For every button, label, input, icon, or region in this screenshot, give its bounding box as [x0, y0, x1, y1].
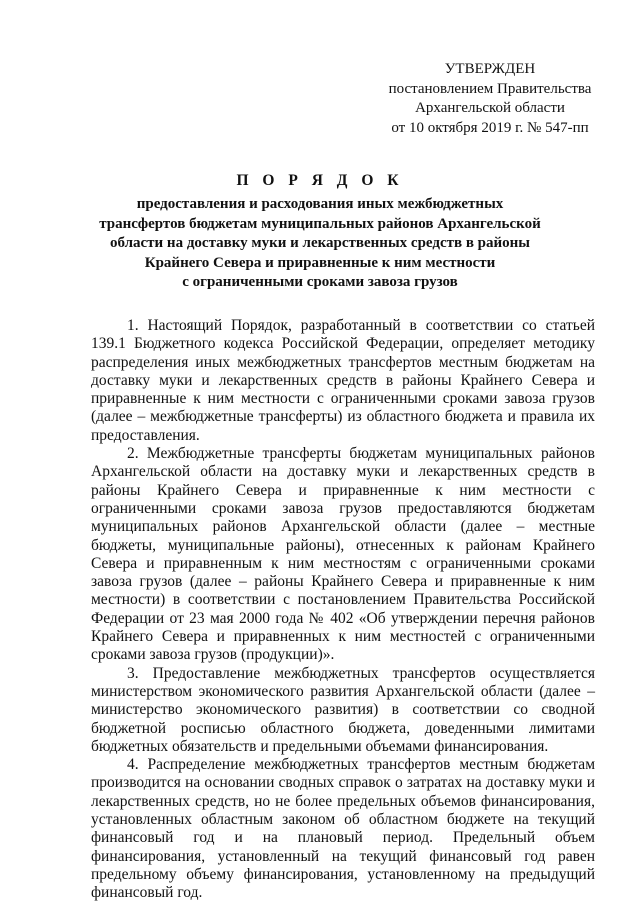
- paragraph-1: 1. Настоящий Порядок, разработанный в соответствии со статьей 139.1 Бюджетного кодекса Российской Федерации, определяет методику распределения иных межбюджетных трансфертов местным бюджетам на доставку муки и лекарственных средств в районы Крайнего Севера и приравненные к ним местности с ограниченными сроками завоза грузов (далее – межбюджетные трансферты) из областного бюджета и правила их предоставления.: [91, 317, 595, 444]
- approval-block: [372, 60, 608, 138]
- paragraph-3: 3. Предоставление межбюджетных трансфертов осуществляется министерством экономического развития Архангельской области (далее – министерство экономического развития) в соответствии со сводной бюджетной росписью областного бюджета, доведенными лимитами бюджетных обязательств и предельными объемами финансирования.: [91, 664, 595, 755]
- subtitle-line: предоставления и расходования иных межбюджетных: [136, 196, 504, 212]
- paragraph-2: 2. Межбюджетные трансферты бюджетам муниципальных районов Архангельской области на доставку муки и лекарственных средств в районы Крайнего Севера и приравненные к ним местности с ограниченными сроками завоза грузов предоставляются бюджетам муниципальных районов Архангельской области (далее – местные бюджеты, муниципальные районы), отнесенных к районам Крайнего Севера и приравненным к ним местностям с ограниченными сроками завоза грузов (далее – районы Крайнего Севера и приравненные к ним местности) в соответствии с постановлением Правительства Российской Федерации от 23 мая 2000 года № 402 «Об утверждении перечня районов Крайнего Севера и приравненных к ним местностей с ограниченными сроками завоза грузов (продукции)».: [91, 445, 595, 664]
- approval-date-number: от 10 октября 2019 г. № 547-пп: [391, 119, 589, 136]
- document-title: П О Р Я Д О К: [236, 172, 404, 189]
- approval-line: Архангельской области: [415, 100, 565, 116]
- subtitle-line: трансфертов бюджетам муниципальных районов Архангельской: [99, 215, 541, 232]
- subtitle-line: с ограниченными сроками завоза грузов: [182, 274, 458, 291]
- document-body: [91, 317, 595, 903]
- paragraph-4: 4. Распределение межбюджетных трансфертов местным бюджетам производится на основании сводных справок о затратах на доставку муки и лекарственных средств, но не более предельных объемов финансирования, установленных областным законом об областном бюджете на текущий финансовый год и на плановый период. Предельный объем финансирования, установленный на текущий финансовый год равен предельному объему финансирования, установленному на предыдущий финансовый год.: [91, 756, 595, 902]
- approval-heading: УТВЕРЖДЕН: [444, 61, 536, 77]
- document-subtitle: [90, 195, 550, 293]
- subtitle-line: области на доставку муки и лекарственных средств в районы: [109, 235, 531, 252]
- subtitle-line: Крайнего Севера и приравненные к ним местности: [144, 254, 496, 271]
- approval-line: постановлением Правительства: [388, 80, 592, 97]
